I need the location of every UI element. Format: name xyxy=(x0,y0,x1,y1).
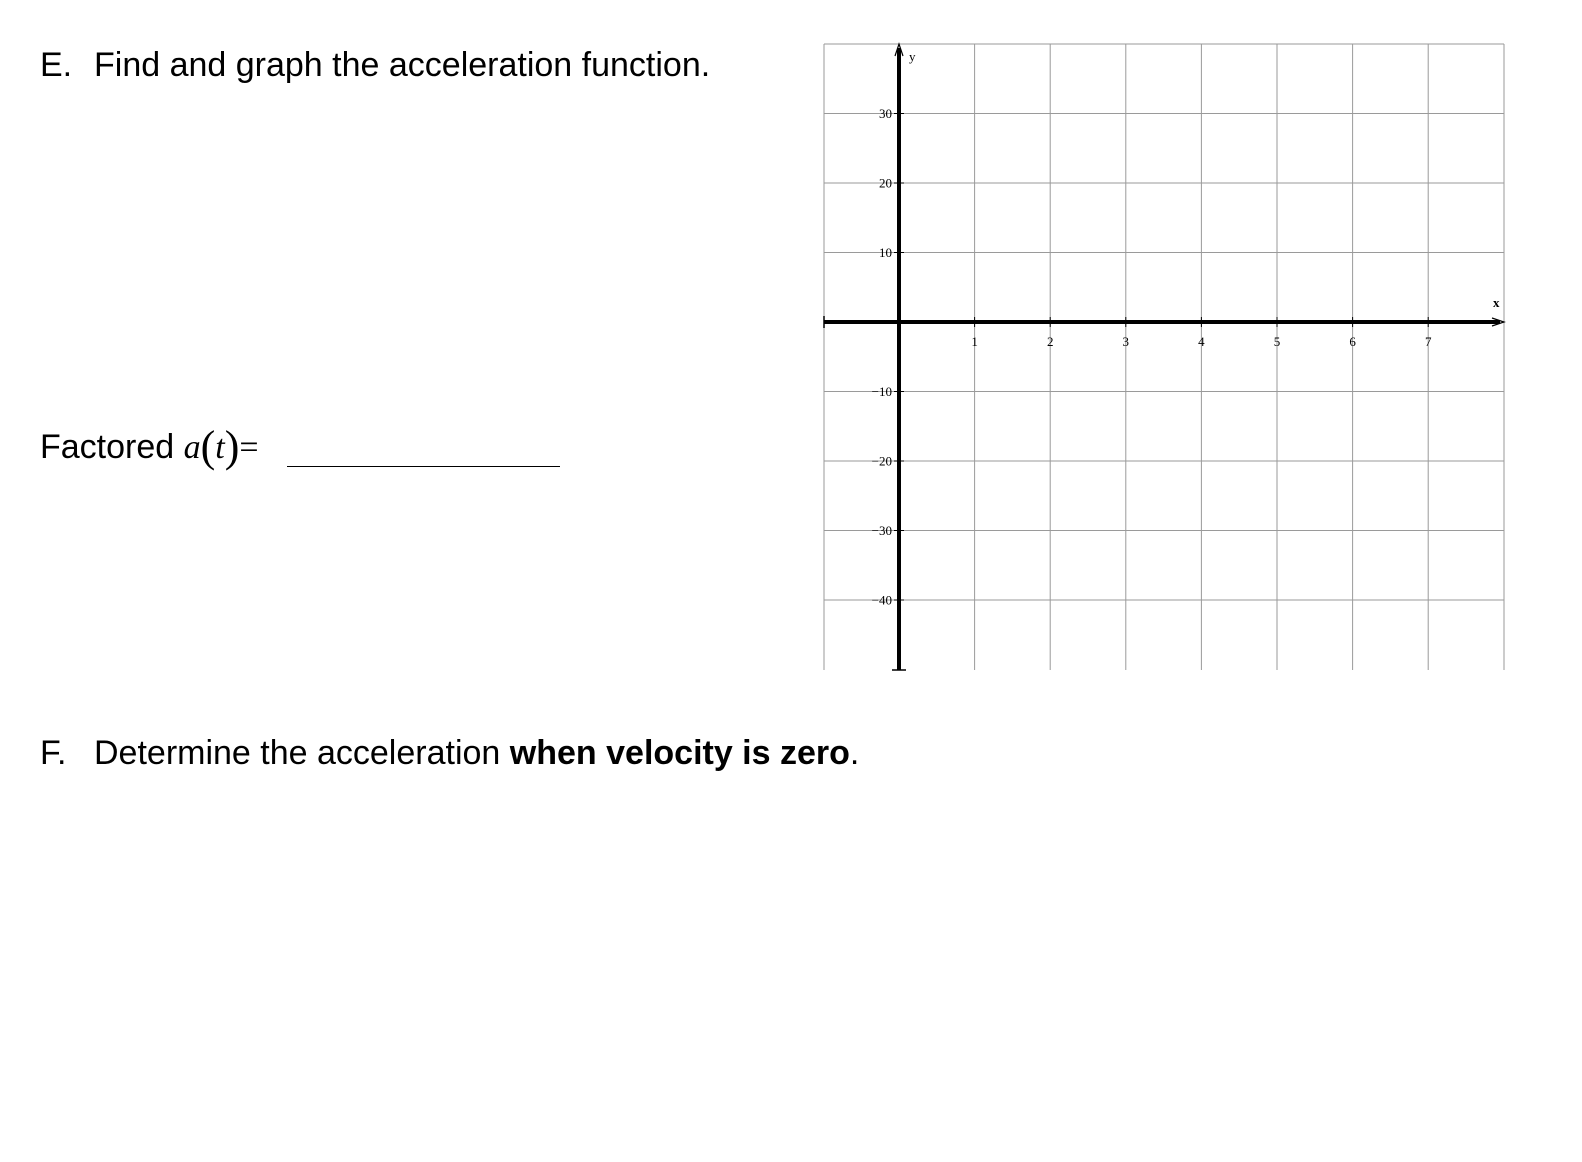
question-f-label: F. xyxy=(40,734,67,772)
function-variable: t xyxy=(215,429,225,466)
x-tick-label: 1 xyxy=(971,334,978,349)
y-tick-label: −40 xyxy=(871,592,892,608)
y-tick-label: 30 xyxy=(879,106,892,121)
tick-labels xyxy=(872,106,1432,608)
close-paren: ) xyxy=(224,422,240,471)
x-tick-label: 6 xyxy=(1349,334,1356,349)
axes xyxy=(824,44,1504,670)
question-e-label: E. xyxy=(40,46,73,84)
question-e-text: Find and graph the acceleration function. xyxy=(94,46,711,84)
factored-prefix: Factored xyxy=(40,428,175,466)
question-f-text: Determine the acceleration xyxy=(94,734,510,772)
function-name: a xyxy=(183,429,201,466)
y-axis-label: y xyxy=(909,49,916,64)
equals-sign: = xyxy=(239,429,259,466)
y-tick-label: 10 xyxy=(879,245,892,260)
x-tick-label: 7 xyxy=(1424,334,1432,349)
x-tick-label: 2 xyxy=(1046,334,1054,349)
y-tick-label: −30 xyxy=(871,523,892,538)
grid-lines xyxy=(824,44,1504,670)
question-f-period: . xyxy=(849,734,860,772)
question-f-bold-text: when velocity is zero xyxy=(509,734,850,772)
x-tick-label: 3 xyxy=(1122,334,1130,349)
x-tick-label: 4 xyxy=(1198,334,1205,349)
x-axis-label: x xyxy=(1493,295,1500,310)
y-tick-label: 20 xyxy=(879,175,892,191)
x-tick-label: 5 xyxy=(1273,334,1281,349)
open-paren: ( xyxy=(200,422,216,471)
y-tick-label: −20 xyxy=(871,453,892,469)
y-tick-label: −10 xyxy=(871,384,892,399)
question-f xyxy=(40,733,859,773)
